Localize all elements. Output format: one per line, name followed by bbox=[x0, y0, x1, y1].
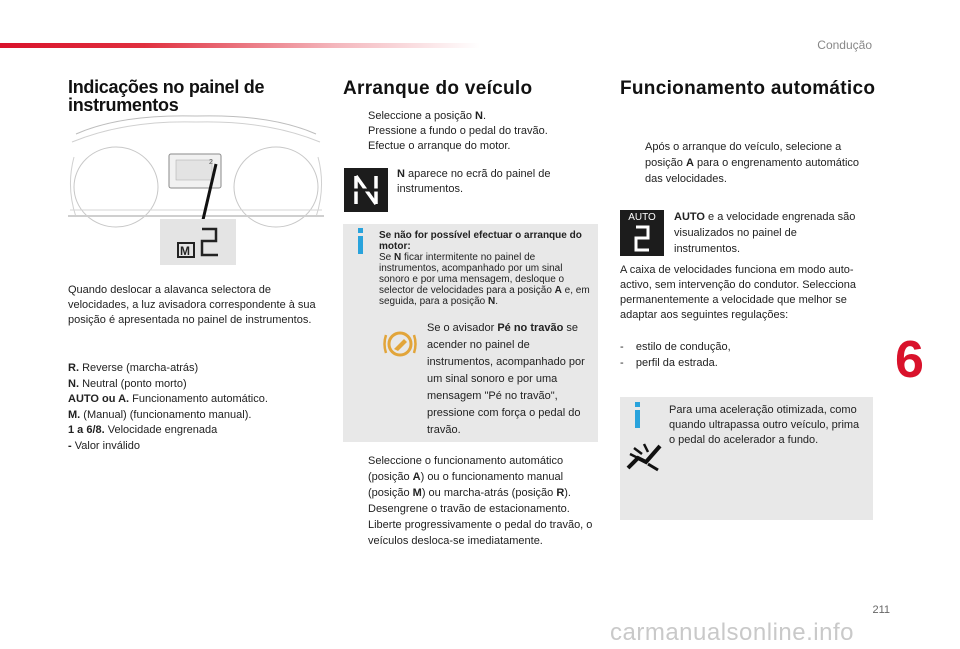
auto-display-icon bbox=[620, 210, 664, 256]
legend-row: AUTO ou A. Funcionamento automático. bbox=[68, 393, 268, 405]
step-item: Desengrene o travão de estacionamento. bbox=[368, 503, 570, 515]
legend-row: M. (Manual) (funcionamento manual). bbox=[68, 408, 252, 421]
info-icon bbox=[355, 228, 367, 257]
middle-heading: Arranque do veículo bbox=[343, 78, 533, 99]
gear-display-icon bbox=[160, 219, 236, 265]
acceleration-tip-text: Para uma aceleração otimizada, como quando ultrapassa outro veículo, prima o pedal do acelerador a fundo. bbox=[669, 404, 860, 446]
step-item: Seleccione a posição N. bbox=[368, 110, 487, 122]
step-item: Liberte progressivamente o pedal do travão, o veículos desloca-se imediatamente. bbox=[368, 519, 593, 547]
chapter-number: 6 bbox=[895, 331, 924, 389]
left-heading: Indicações no painel de instrumentos bbox=[68, 77, 265, 115]
drive-steps bbox=[344, 453, 594, 549]
left-intro: Quando deslocar a alavanca selectora de velocidades, a luz avisadora correspondente à sua posição é apresentada no painel de instrumentos. bbox=[68, 284, 316, 326]
section-title: Condução bbox=[817, 38, 872, 52]
neutral-note: N aparece no ecrã do painel de instrumentos. bbox=[397, 168, 551, 195]
step-item: Após o arranque do veículo, selecione a posição A para o engrenamento automático das velocidades. bbox=[645, 141, 860, 185]
watermark: carmanualsonline.info bbox=[610, 619, 854, 646]
auto-note: AUTO e a velocidade engrenada são visualizados no painel de instrumentos. bbox=[674, 211, 856, 255]
left-legend bbox=[68, 361, 318, 454]
info-icon bbox=[632, 402, 644, 431]
start-info-text: Se não for possível efectuar o arranque do motor: Se N ficar intermitente no painel de instrumentos, acompanhado por um sinal sonoro e por uma mensagem, desloque o selector de velocidades para a posição A e, em seguida, para a posição N. bbox=[379, 230, 590, 307]
page-number: 211 bbox=[872, 604, 890, 616]
neutral-display-icon bbox=[344, 168, 388, 212]
regulation-list bbox=[620, 340, 860, 371]
list-item: - perfil da estrada. bbox=[620, 356, 718, 369]
svg-text:2: 2 bbox=[209, 159, 213, 166]
svg-text:M: M bbox=[180, 244, 190, 258]
auto-step bbox=[621, 139, 861, 187]
right-heading: Funcionamento automático bbox=[620, 78, 876, 99]
step-item: Efectue o arranque do motor. bbox=[368, 140, 511, 152]
legend-row: N. Neutral (ponto morto) bbox=[68, 377, 187, 390]
legend-row: 1 a 6/8. Velocidade engrenada bbox=[68, 424, 218, 436]
step-item: Seleccione o funcionamento automático (posição A) ou o funcionamento manual (posição M) ou marcha-atrás (posição R). bbox=[368, 455, 571, 499]
legend-row: R. Reverse (marcha-atrás) bbox=[68, 362, 199, 374]
start-steps bbox=[344, 109, 594, 154]
list-item: - estilo de condução, bbox=[620, 341, 731, 353]
brake-warning-text: Se o avisador Pé no travão se acender no painel de instrumentos, acompanhado por um sinal sonoro e por uma mensagem "Pé no travão", pressione com força o pedal do travão. bbox=[427, 322, 585, 436]
legend-row: - Valor inválido bbox=[68, 439, 140, 452]
step-item: Pressione a fundo o pedal do travão. bbox=[368, 125, 548, 137]
auto-paragraph: A caixa de velocidades funciona em modo auto-activo, sem intervenção do condutor. Selecciona permanentemente a velocidade que melhor se adaptar aos seguintes regulações: bbox=[620, 264, 857, 321]
accelerator-pedal-icon bbox=[624, 438, 664, 477]
auto-display-label: AUTO bbox=[628, 212, 656, 223]
header-red-bar bbox=[0, 43, 480, 48]
